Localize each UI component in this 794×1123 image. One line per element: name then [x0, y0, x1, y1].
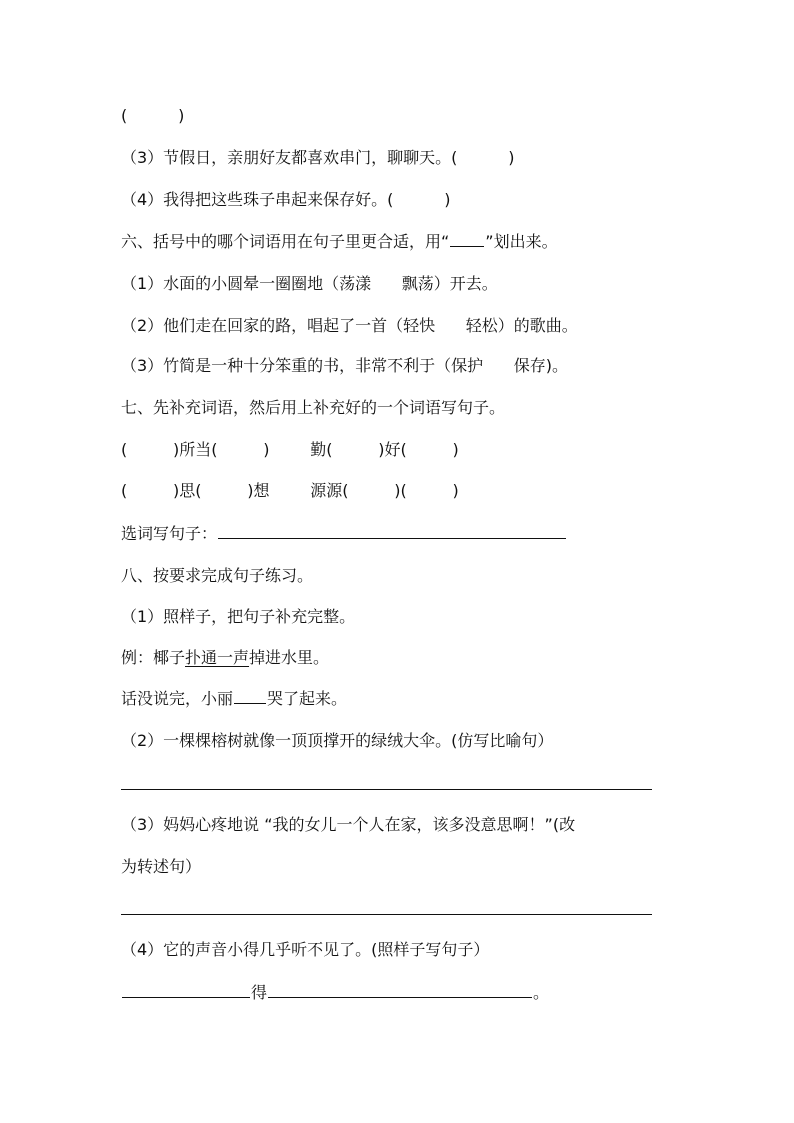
- blank-8-4-a: [122, 983, 250, 998]
- fill-blank: [234, 689, 266, 704]
- example-sentence: [121, 648, 329, 668]
- section-6-text-b: ”划出来。: [485, 232, 558, 251]
- question-8-1: （1）照样子，把句子补充完整。: [121, 607, 356, 626]
- period: 。: [533, 983, 550, 1002]
- section-6-heading: [121, 232, 558, 252]
- question-8-2: （2）一棵棵榕树就像一顶顶撑开的绿绒大伞。(仿写比喻句）: [121, 731, 554, 750]
- underline-sample: [450, 232, 484, 247]
- question-5-4: （4）我得把这些珠子串起来保存好。( ): [121, 190, 451, 209]
- question-6-1: （1）水面的小圆晕一圈圈地（荡漾 飘荡）开去。: [121, 274, 498, 293]
- answer-line-8-2: [121, 789, 652, 790]
- question-8-3: （3）妈妈心疼地说 “我的女儿一个人在家，该多没意思啊！”(改: [121, 815, 576, 834]
- question-8-3-cont: 为转述句）: [121, 857, 202, 876]
- example-suffix: 掉进水里。: [249, 648, 330, 667]
- question-6-3: （3）竹简是一种十分笨重的书，非常不利于（保护 保存)。: [121, 356, 568, 375]
- example-underlined: 扑通一声: [185, 648, 250, 667]
- answer-line-8-3: [121, 914, 652, 915]
- section-6-text-a: 六、括号中的哪个词语用在句子里更合适，用“: [121, 232, 450, 251]
- idiom-row-2: ( )思( )想 源源( )( ): [121, 481, 459, 500]
- idiom-row-1: ( )所当( ) 勤( )好( ): [121, 440, 459, 459]
- answer-line: [218, 524, 566, 539]
- fill-suffix: 哭了起来。: [267, 689, 348, 708]
- write-sentence-prompt: [121, 524, 567, 544]
- write-sentence-label: 选词写句子：: [121, 524, 218, 543]
- question-8-4: （4）它的声音小得几乎听不见了。(照样子写句子）: [121, 940, 490, 959]
- question-6-2: （2）他们走在回家的路，唱起了一首（轻快 轻松）的歌曲。: [121, 316, 578, 335]
- fill-sentence-8-4: [121, 983, 549, 1003]
- question-5-3: （3）节假日，亲朋好友都喜欢串门，聊聊天。( ): [121, 148, 515, 167]
- section-8-heading: 八、按要求完成句子练习。: [121, 566, 314, 585]
- word-de: 得: [251, 983, 268, 1002]
- fill-prefix: 话没说完，小丽: [121, 689, 234, 708]
- fill-sentence: [121, 689, 347, 709]
- section-7-heading: 七、先补充词语，然后用上补充好的一个词语写句子。: [121, 398, 506, 417]
- answer-blank-paren: ( ): [121, 106, 185, 125]
- blank-8-4-b: [268, 983, 532, 998]
- example-prefix: 例：椰子: [121, 648, 186, 667]
